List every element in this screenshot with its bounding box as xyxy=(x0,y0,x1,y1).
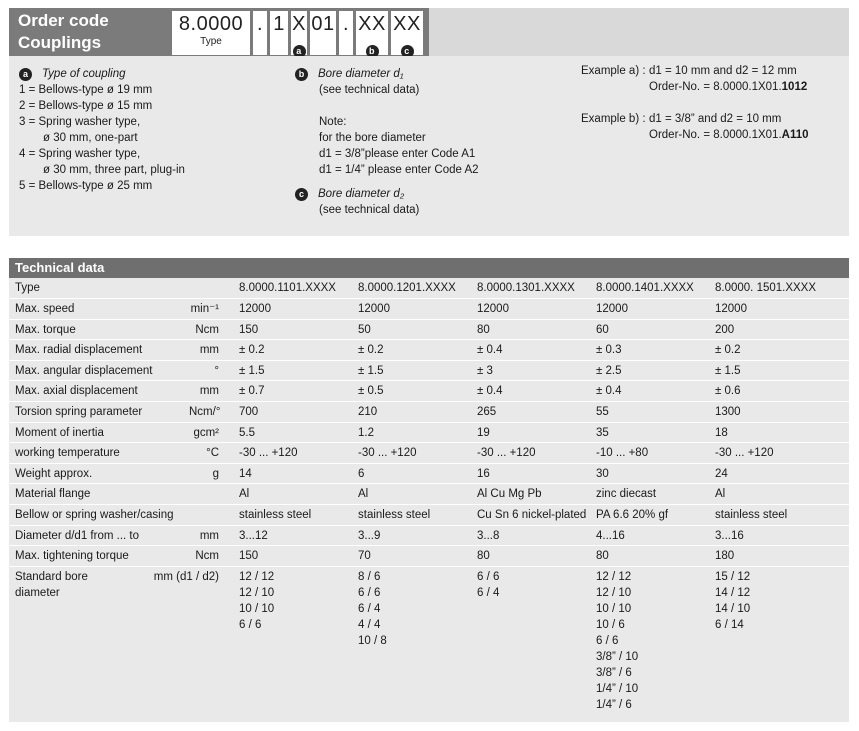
table-cell: 265 xyxy=(467,402,586,423)
bore-d1-heading: Bore diameter d₁ xyxy=(318,68,404,80)
standard-bore-value: 6 / 6 xyxy=(477,570,500,583)
standard-bore-value: 1/4” / 10 xyxy=(596,682,639,695)
row-unit: ° xyxy=(189,360,229,381)
coupling-type-item: ø 30 mm, three part, plug-in xyxy=(43,164,185,176)
table-cell: ± 0.5 xyxy=(348,381,467,402)
code-x-badge: a xyxy=(293,45,306,58)
table-cell: 80 xyxy=(467,546,586,567)
bore-diameter-section xyxy=(295,66,479,218)
table-row xyxy=(9,299,849,320)
table-row xyxy=(9,278,849,299)
table-cell: 1300 xyxy=(705,402,849,423)
row-label: Bellow or spring washer/casing xyxy=(9,505,189,526)
table-cell: 16 xyxy=(467,463,586,484)
code-xx-b-text: XX xyxy=(358,13,386,35)
row-unit xyxy=(189,484,229,505)
table-cell: 8.0000.1201.XXXX xyxy=(348,278,467,299)
standard-bore-cell xyxy=(348,566,467,713)
row-unit: mm xyxy=(189,381,229,402)
standard-bore-cell xyxy=(705,566,849,713)
table-cell: ± 0.7 xyxy=(229,381,348,402)
table-cell: 50 xyxy=(348,319,467,340)
examples-section xyxy=(581,63,809,143)
row-label: Material flange xyxy=(9,484,189,505)
bore-d1-note-line: for the bore diameter xyxy=(319,132,426,144)
row-unit xyxy=(189,278,229,299)
code-type-value: 8.0000 xyxy=(178,13,244,35)
row-unit: °C xyxy=(189,443,229,464)
standard-bore-cell xyxy=(586,566,705,713)
standard-bore-value: 4 / 4 xyxy=(358,618,381,631)
table-cell: -30 ... +120 xyxy=(348,443,467,464)
table-cell: 8.0000.1301.XXXX xyxy=(467,278,586,299)
row-label: Max. tightening torque xyxy=(9,546,189,567)
coupling-type-section xyxy=(19,66,185,194)
bore-d2-badge: c xyxy=(295,188,308,201)
technical-data-title: Technical data xyxy=(9,258,849,278)
table-cell: 1.2 xyxy=(348,422,467,443)
row-unit: min⁻¹ xyxy=(189,299,229,320)
example-b-order-code: A110 xyxy=(781,129,809,141)
code-digit-1-text: 1 xyxy=(273,13,285,35)
code-dot-1-text: . xyxy=(256,13,264,35)
coupling-type-item: 1 = Bellows-type ø 19 mm xyxy=(19,84,153,96)
table-cell: zinc diecast xyxy=(586,484,705,505)
table-cell: 70 xyxy=(348,546,467,567)
example-b-label: Example b) : xyxy=(581,113,646,125)
table-cell: Al xyxy=(229,484,348,505)
table-cell: ± 0.4 xyxy=(586,381,705,402)
bore-d1-note-line: Note: xyxy=(319,116,347,128)
standard-bore-value: 14 / 12 xyxy=(715,586,751,599)
table-cell: 200 xyxy=(705,319,849,340)
row-label: Max. speed xyxy=(9,299,189,320)
example-a-label: Example a) : xyxy=(581,65,646,77)
order-code-title xyxy=(9,8,169,56)
table-cell: 4...16 xyxy=(586,525,705,546)
standard-bore-label-line: diameter xyxy=(15,586,60,599)
table-cell: 6 xyxy=(348,463,467,484)
table-cell: 5.5 xyxy=(229,422,348,443)
standard-bore-value: 12 / 10 xyxy=(239,586,275,599)
row-unit xyxy=(189,505,229,526)
row-label: Max. radial displacement xyxy=(9,340,189,361)
standard-bore-value: 3/8” / 10 xyxy=(596,650,639,663)
table-cell: 12000 xyxy=(467,299,586,320)
table-cell: 150 xyxy=(229,319,348,340)
bore-d2-heading: Bore diameter d₂ xyxy=(318,188,405,200)
table-cell: 55 xyxy=(586,402,705,423)
table-row xyxy=(9,340,849,361)
example-b-order xyxy=(649,127,809,143)
table-cell: ± 3 xyxy=(467,360,586,381)
bore-d1-note-line: d1 = 3/8”please enter Code A1 xyxy=(319,148,476,160)
coupling-type-item: 3 = Spring washer type, xyxy=(19,116,141,128)
standard-bore-value: 6 / 4 xyxy=(358,602,381,615)
row-label: Type xyxy=(9,278,189,299)
standard-bore-label-line: Standard bore xyxy=(15,570,88,583)
row-label: Moment of inertia xyxy=(9,422,189,443)
row-unit: g xyxy=(189,463,229,484)
table-cell: ± 0.6 xyxy=(705,381,849,402)
table-cell: 80 xyxy=(467,319,586,340)
code-digit-1 xyxy=(270,11,288,55)
standard-bore-cell xyxy=(467,566,586,713)
table-cell: 210 xyxy=(348,402,467,423)
order-code-info xyxy=(9,56,849,236)
table-cell: PA 6.6 20% gf xyxy=(586,505,705,526)
table-row xyxy=(9,525,849,546)
row-label: Weight approx. xyxy=(9,463,189,484)
code-type-box xyxy=(172,11,250,55)
table-cell: 12000 xyxy=(705,299,849,320)
table-cell: 14 xyxy=(229,463,348,484)
example-b-line: d1 = 3/8” and d2 = 10 mm xyxy=(649,113,782,125)
code-01-box xyxy=(310,11,336,55)
code-dot-1 xyxy=(253,11,267,55)
bore-d1-note-line: d1 = 1/4” please enter Code A2 xyxy=(319,164,479,176)
code-xx-c-badge: c xyxy=(401,45,414,58)
example-a-order-prefix: Order-No. = 8.0000.1X01. xyxy=(649,81,782,93)
table-cell: 80 xyxy=(586,546,705,567)
table-cell: Al xyxy=(705,484,849,505)
table-cell: stainless steel xyxy=(705,505,849,526)
table-cell: Al xyxy=(348,484,467,505)
table-cell: 8.0000.1401.XXXX xyxy=(586,278,705,299)
code-xx-c-text: XX xyxy=(393,13,421,35)
code-type-sub: Type xyxy=(200,36,222,47)
table-cell: 35 xyxy=(586,422,705,443)
table-cell: ± 1.5 xyxy=(229,360,348,381)
code-dot-2-text: . xyxy=(342,13,350,35)
table-row xyxy=(9,402,849,423)
order-code-header xyxy=(9,8,849,56)
standard-bore-value: 6 / 6 xyxy=(358,586,381,599)
standard-bore-value: 12 / 12 xyxy=(596,570,632,583)
table-cell: ± 1.5 xyxy=(705,360,849,381)
table-cell: -30 ... +120 xyxy=(229,443,348,464)
code-dot-2 xyxy=(339,11,353,55)
standard-bore-unit: (d1 / d2) mm xyxy=(153,570,219,583)
table-row xyxy=(9,546,849,567)
order-code-strip xyxy=(169,8,429,56)
code-x-box xyxy=(291,11,307,55)
bore-d1-sub: (see technical data) xyxy=(319,84,420,96)
row-label: Max. torque xyxy=(9,319,189,340)
example-a-line: d1 = 10 mm and d2 = 12 mm xyxy=(649,65,797,77)
table-row xyxy=(9,484,849,505)
table-cell: 700 xyxy=(229,402,348,423)
table-cell: ± 0.4 xyxy=(467,340,586,361)
row-unit: mm xyxy=(189,340,229,361)
table-cell: 150 xyxy=(229,546,348,567)
standard-bore-value: 14 / 10 xyxy=(715,602,751,615)
table-cell: ± 0.2 xyxy=(229,340,348,361)
standard-bore-value: 15 / 12 xyxy=(715,570,751,583)
standard-bore-value: 10 / 10 xyxy=(239,602,275,615)
table-cell: 12000 xyxy=(586,299,705,320)
table-cell: 8.0000. 1501.XXXX xyxy=(705,278,849,299)
code-xx-b-box xyxy=(356,11,388,55)
table-cell: 8.0000.1101.XXXX xyxy=(229,278,348,299)
standard-bore-value: 1/4” / 6 xyxy=(596,698,632,711)
table-cell: ± 0.2 xyxy=(705,340,849,361)
row-label: Max. axial displacement xyxy=(9,381,189,402)
table-cell: ± 0.3 xyxy=(586,340,705,361)
standard-bore-value: 10 / 6 xyxy=(596,618,625,631)
order-code-title-line-2: Couplings xyxy=(18,33,102,52)
table-row xyxy=(9,360,849,381)
coupling-type-item: ø 30 mm, one-part xyxy=(43,132,138,144)
table-cell: 12000 xyxy=(348,299,467,320)
table-cell: stainless steel xyxy=(229,505,348,526)
standard-bore-value: 12 / 12 xyxy=(239,570,275,583)
table-cell: Cu Sn 6 nickel-plated xyxy=(467,505,586,526)
standard-bore-value: 6 / 4 xyxy=(477,586,500,599)
row-unit: gcm² xyxy=(189,422,229,443)
table-cell: stainless steel xyxy=(348,505,467,526)
row-label: Diameter d/d1 from ... to xyxy=(9,525,189,546)
table-row xyxy=(9,443,849,464)
example-a-order-code: 1012 xyxy=(781,81,808,93)
standard-bore-value: 6 / 14 xyxy=(715,618,744,631)
technical-data-table xyxy=(9,278,849,713)
row-unit: Ncm xyxy=(189,546,229,567)
table-cell: 3...8 xyxy=(467,525,586,546)
table-row xyxy=(9,381,849,402)
standard-bore-label xyxy=(9,566,189,713)
code-xx-b-badge: b xyxy=(366,45,379,58)
row-label: working temperature xyxy=(9,443,189,464)
standard-bore-row xyxy=(9,566,849,713)
table-cell: 18 xyxy=(705,422,849,443)
table-cell: ± 0.2 xyxy=(348,340,467,361)
coupling-type-item: 2 = Bellows-type ø 15 mm xyxy=(19,100,153,112)
row-unit: Ncm/° xyxy=(189,402,229,423)
table-cell: 3...16 xyxy=(705,525,849,546)
table-row xyxy=(9,505,849,526)
bore-d1-badge: b xyxy=(295,68,308,81)
table-cell: 3...12 xyxy=(229,525,348,546)
row-label: Max. angular displacement xyxy=(9,360,189,381)
code-xx-c-box xyxy=(391,11,423,55)
table-cell: 60 xyxy=(586,319,705,340)
table-cell: 3...9 xyxy=(348,525,467,546)
coupling-type-item: 4 = Spring washer type, xyxy=(19,148,141,160)
standard-bore-value: 10 / 8 xyxy=(358,634,387,647)
table-cell: 19 xyxy=(467,422,586,443)
example-a-order xyxy=(649,79,807,95)
coupling-type-badge: a xyxy=(19,68,32,81)
table-cell: 24 xyxy=(705,463,849,484)
standard-bore-value: 8 / 6 xyxy=(358,570,381,583)
order-code-title-line-1: Order code xyxy=(18,11,109,30)
table-cell: -30 ... +120 xyxy=(705,443,849,464)
table-cell: -30 ... +120 xyxy=(467,443,586,464)
table-row xyxy=(9,319,849,340)
table-cell: 180 xyxy=(705,546,849,567)
table-cell: -10 ... +80 xyxy=(586,443,705,464)
standard-bore-cell xyxy=(229,566,348,713)
coupling-type-item: 5 = Bellows-type ø 25 mm xyxy=(19,180,153,192)
standard-bore-value: 10 / 10 xyxy=(596,602,632,615)
table-row xyxy=(9,463,849,484)
coupling-type-heading: Type of coupling xyxy=(42,68,126,80)
code-01-text: 01 xyxy=(311,13,335,35)
table-cell: ± 0.4 xyxy=(467,381,586,402)
table-cell: 12000 xyxy=(229,299,348,320)
standard-bore-value: 12 / 10 xyxy=(596,586,632,599)
standard-bore-value: 6 / 6 xyxy=(596,634,619,647)
technical-data-panel xyxy=(9,258,849,722)
row-label: Torsion spring parameter xyxy=(9,402,189,423)
table-cell: 30 xyxy=(586,463,705,484)
bore-d2-sub: (see technical data) xyxy=(319,204,420,216)
table-cell: Al Cu Mg Pb xyxy=(467,484,586,505)
table-row xyxy=(9,422,849,443)
code-x-text: X xyxy=(292,13,306,35)
standard-bore-value: 3/8” / 6 xyxy=(596,666,632,679)
row-unit: Ncm xyxy=(189,319,229,340)
example-b-order-prefix: Order-No. = 8.0000.1X01. xyxy=(649,129,782,141)
row-unit: mm xyxy=(189,525,229,546)
table-cell: ± 2.5 xyxy=(586,360,705,381)
table-cell: ± 1.5 xyxy=(348,360,467,381)
standard-bore-value: 6 / 6 xyxy=(239,618,262,631)
